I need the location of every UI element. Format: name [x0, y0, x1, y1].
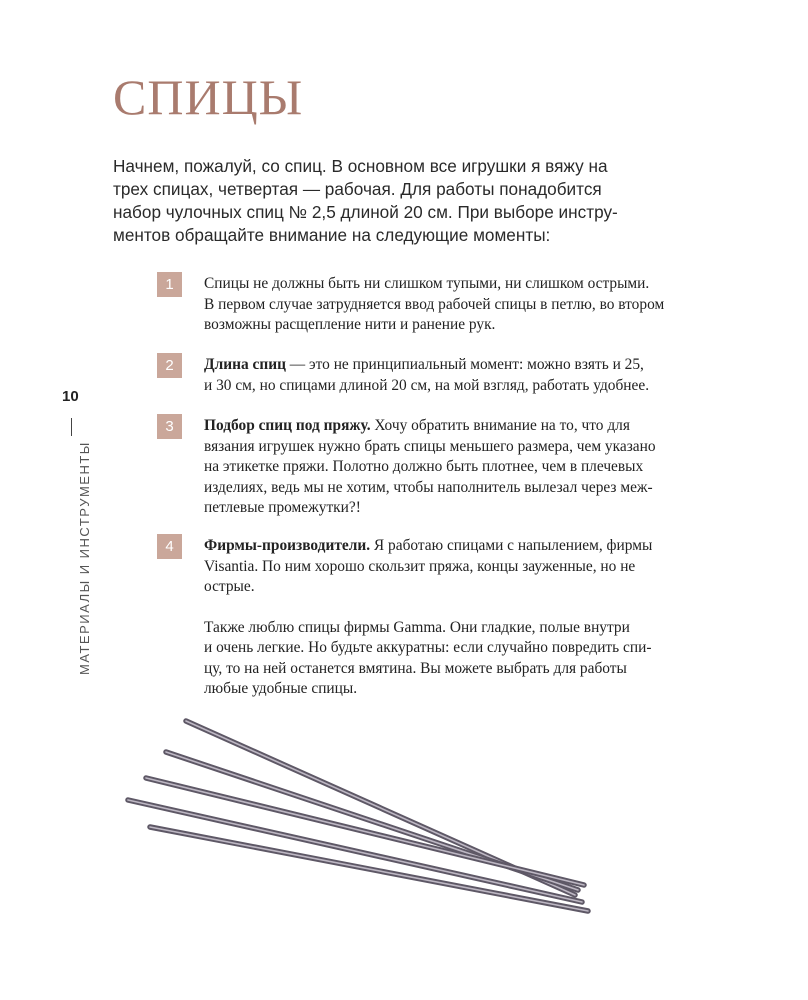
intro-line: Начнем, пожалуй, со спиц. В основном все игрушки я вяжу на	[113, 156, 608, 176]
item-line: возможны расщепление нити и ранение рук.	[204, 316, 496, 333]
item-line: Также люблю спицы фирмы Gamma. Они гладкие, полые внутри	[204, 618, 630, 636]
item-line: Я работаю спицами с напылением, фирмы	[370, 537, 653, 554]
item-text	[204, 536, 764, 700]
side-divider	[71, 418, 72, 436]
intro-line: набор чулочных спиц № 2,5 длиной 20 см. При выборе инстру-	[113, 202, 618, 222]
item-line: петлевые промежутки?!	[204, 499, 361, 516]
intro-line: ментов обращайте внимание на следующие моменты:	[113, 225, 551, 245]
item-line: острые.	[204, 578, 255, 595]
item-line: Хочу обратить внимание на то, что для	[370, 417, 630, 434]
item-text	[204, 355, 764, 396]
intro-line: трех спицах, четвертая — рабочая. Для работы понадобится	[113, 179, 602, 199]
item-line: В первом случае затрудняется ввод рабочей спицы в петлю, во втором	[204, 295, 665, 313]
item-number-badge: 4	[157, 534, 182, 559]
intro-paragraph	[113, 155, 673, 247]
item-text	[204, 416, 764, 519]
page-number: 10	[62, 388, 79, 405]
item-text	[204, 274, 764, 336]
item-line: цу, то на ней останется вмятина. Вы можете выбрать для работы	[204, 659, 627, 677]
item-line: изделиях, ведь мы не хотим, чтобы наполнитель вылезал через меж-	[204, 478, 653, 496]
item-line: и очень легкие. Но будьте аккуратны: если случайно повредить спи-	[204, 639, 652, 656]
item-line: Спицы не должны быть ни слишком тупыми, ни слишком острыми.	[204, 275, 650, 292]
section-label: МАТЕРИАЛЫ И ИНСТРУМЕНТЫ	[77, 441, 92, 675]
knitting-needles-icon	[110, 705, 600, 920]
item-number-badge: 1	[157, 272, 182, 297]
item-number-badge: 2	[157, 353, 182, 378]
item-bold-lead: Фирмы-производители.	[204, 537, 371, 554]
item-bold-lead: Подбор спиц под пряжу.	[204, 417, 371, 434]
item-line: — это не принципиальный момент: можно взять и 25,	[285, 356, 644, 373]
item-line: вязания игрушек нужно брать спицы меньшего размера, чем указано	[204, 437, 656, 455]
item-line: на этикетке пряжи. Полотно должно быть плотнее, чем в плечевых	[204, 458, 644, 475]
item-line: Visantia. По ним хорошо скользит пряжа, концы зауженные, но не	[204, 557, 636, 575]
item-line: и 30 см, но спицами длиной 20 см, на мой взгляд, работать удобнее.	[204, 376, 650, 394]
item-bold-lead: Длина спиц	[204, 356, 286, 373]
page-title: СПИЦЫ	[113, 69, 304, 125]
item-line: любые удобные спицы.	[204, 680, 358, 697]
item-number-badge: 3	[157, 414, 182, 439]
